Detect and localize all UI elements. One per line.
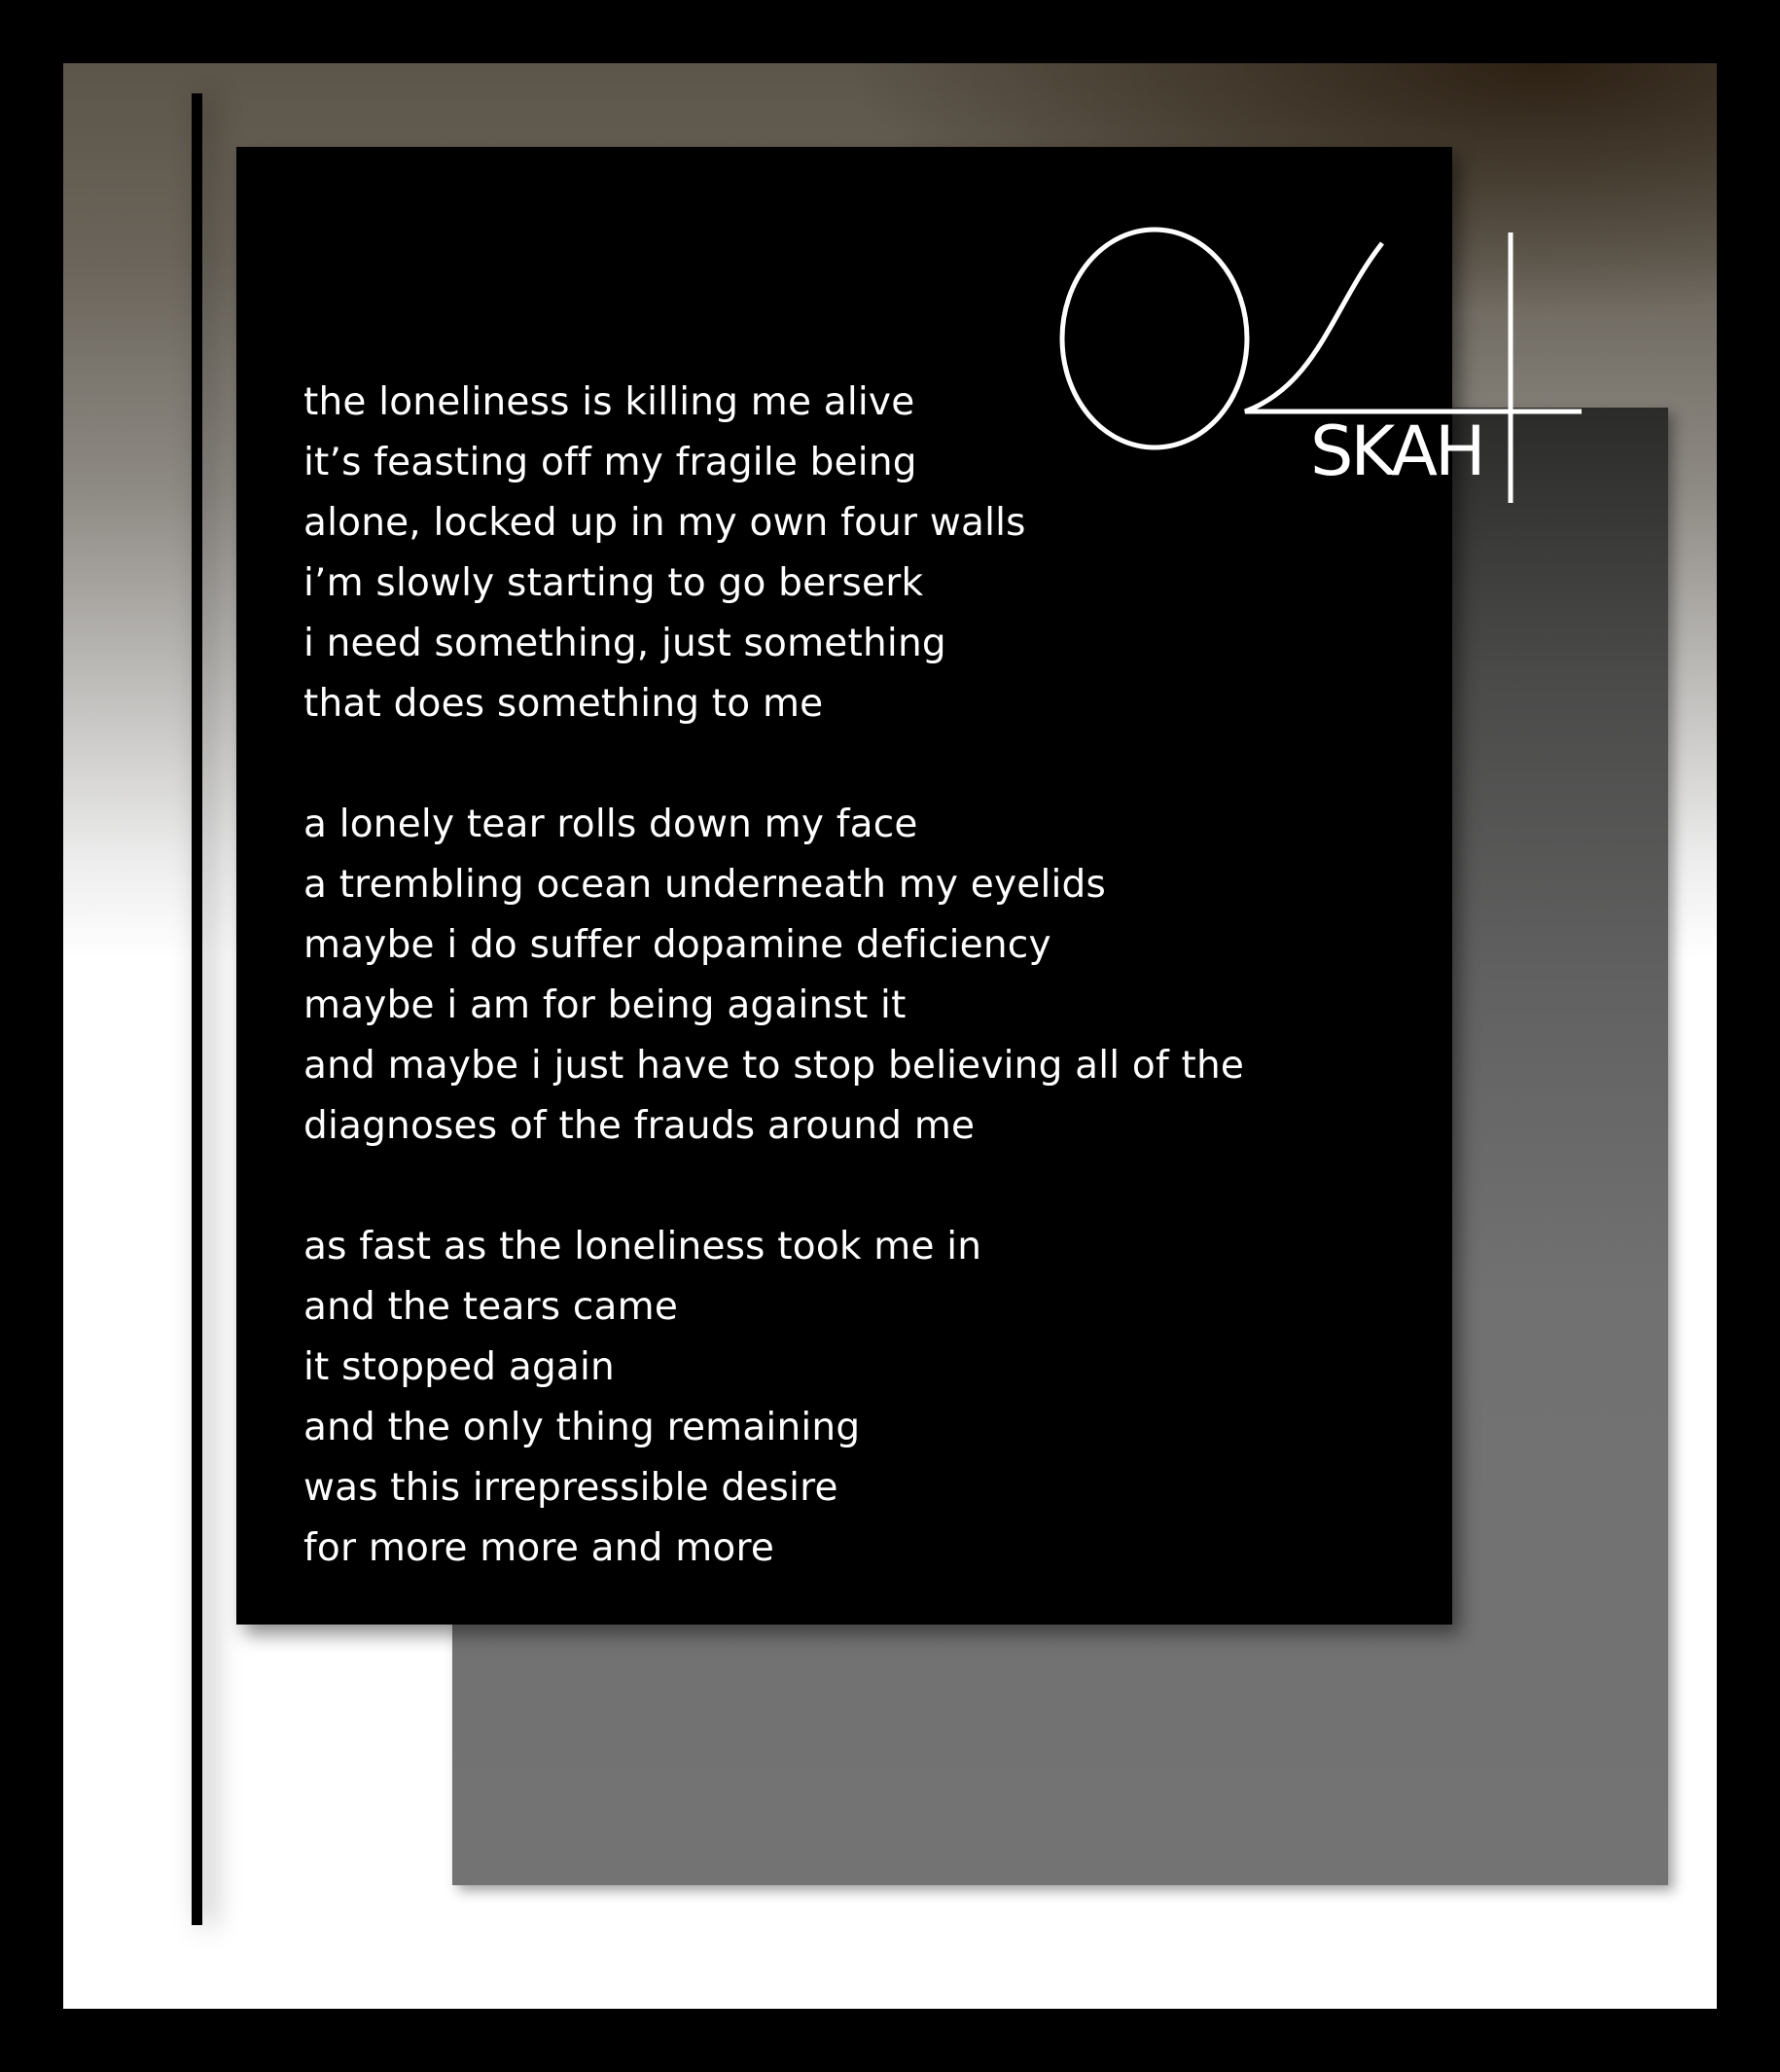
poem-line: and maybe i just have to stop believing all of the <box>303 1044 1245 1088</box>
poem-line: it’s feasting off my fragile being <box>303 441 917 484</box>
poem-line: it stopped again <box>303 1345 615 1389</box>
poem-line: and the tears came <box>303 1285 679 1329</box>
poem-line: for more more and more <box>303 1526 775 1570</box>
poem-line: that does something to me <box>303 682 824 726</box>
numeral-four-diagonal <box>1245 243 1582 411</box>
numeral-zero-glyph <box>1062 230 1247 447</box>
poem-line: alone, locked up in my own four walls <box>303 501 1026 545</box>
poem-line: a lonely tear rolls down my face <box>303 803 918 846</box>
poem-line: as fast as the loneliness took me in <box>303 1225 982 1268</box>
author-signature: SKAH <box>1310 411 1483 491</box>
poem-text <box>303 373 1393 1579</box>
poem-line: was this irrepressible desire <box>303 1466 838 1510</box>
poem-line: and the only thing remaining <box>303 1406 861 1449</box>
poem-line: diagnoses of the frauds around me <box>303 1104 976 1148</box>
stanza-break <box>303 1157 1393 1217</box>
poem-line: a trembling ocean underneath my eyelids <box>303 863 1106 907</box>
vertical-accent-line <box>192 93 202 1925</box>
poem-line: maybe i do suffer dopamine deficiency <box>303 923 1051 967</box>
poem-line: i need something, just something <box>303 622 946 665</box>
stanza-break <box>303 734 1393 795</box>
poem-line: the loneliness is killing me alive <box>303 380 915 424</box>
poem-line: maybe i am for being against it <box>303 983 907 1027</box>
poem-line: i’m slowly starting to go berserk <box>303 561 924 605</box>
poster-canvas <box>63 63 1717 2009</box>
